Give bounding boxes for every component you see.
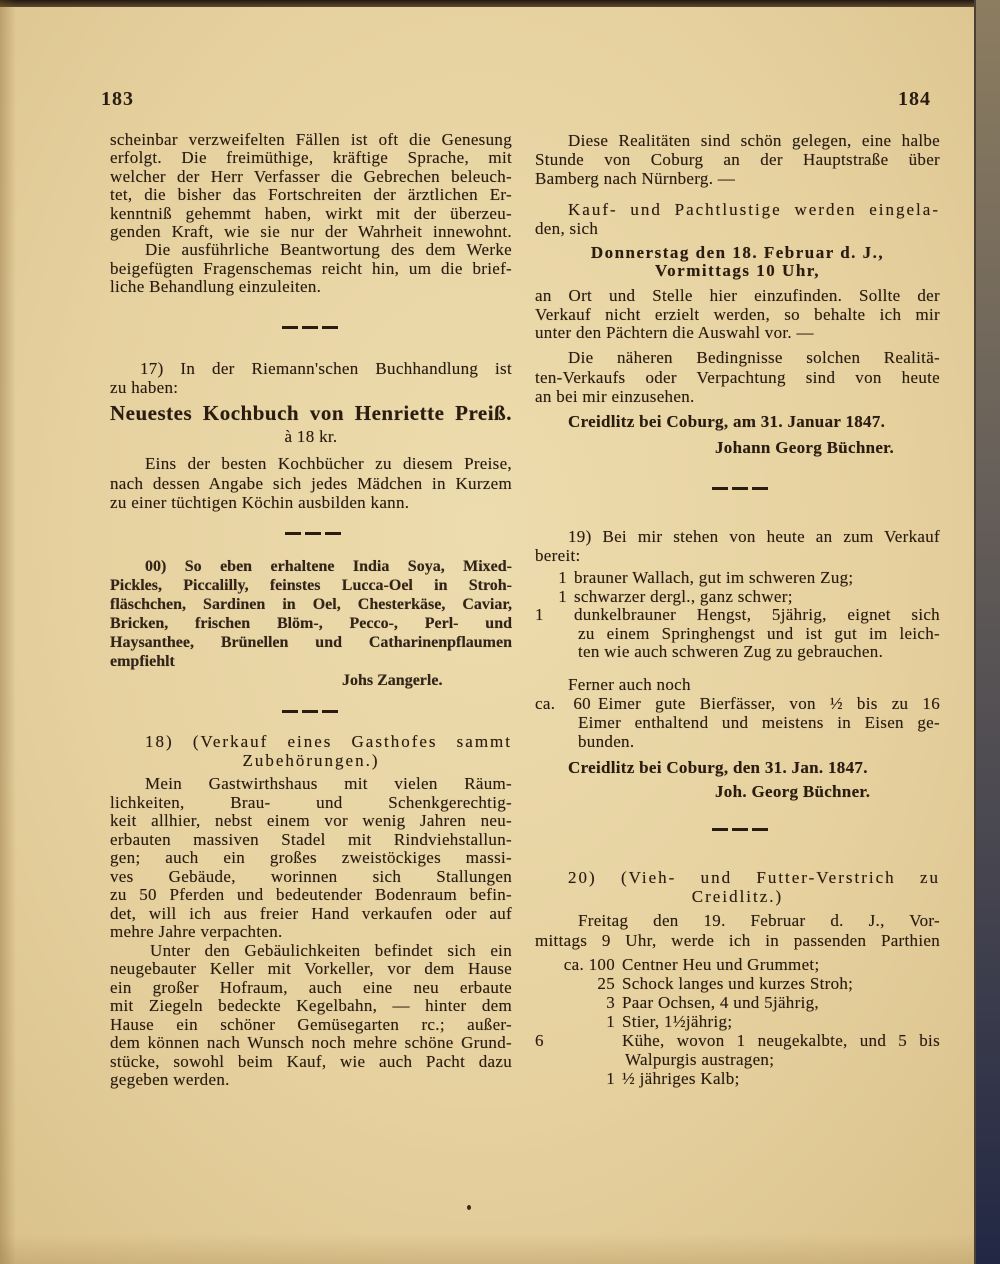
text-line: 00) So eben erhaltene India Soya, Mixed- (145, 558, 512, 575)
text-line: genden Kraft, wie sie nur der Wahrheit innewohnt. (110, 222, 512, 241)
ad-19-place-date (535, 758, 940, 777)
text-line: kenntniß gehemmt haben, wirkt mit der überzeu- (110, 204, 512, 223)
signature: Joh. Georg Büchner. (715, 782, 871, 801)
text-line: beigefügten Fragenschemas reicht hin, um die brief- (110, 259, 512, 278)
text-line: 17) In der Riemann'schen Buchhandlung ist (140, 359, 512, 378)
text-line: stücke, sowohl beim Kauf, wie auch Pacht dazu (110, 1052, 512, 1071)
ad-18-signature (535, 438, 940, 458)
text-line: erbauten massiven Stadel mit Rindviehstallun- (110, 830, 512, 849)
list-item (535, 974, 940, 993)
text-line: bereit: (535, 546, 581, 565)
ad-20-heading (535, 868, 940, 906)
text-line: ein großer Hofraum, auch eine neu erbaute (110, 978, 512, 997)
item-quantity: 1 (606, 1069, 615, 1088)
item-quantity: ca. 60 (535, 694, 591, 713)
text-line: Unter den Gebäulichkeiten befindet sich ein (150, 941, 512, 960)
text-line: an Ort und Stelle hier einzufinden. Sollte der (535, 287, 940, 305)
ad-20-item-list (535, 955, 940, 1088)
text-line: 19) Bei mir stehen von heute an zum Verkauf (568, 527, 940, 546)
item-text: brauner Wallach, gut im schweren Zug; (574, 569, 854, 587)
list-item (535, 588, 940, 607)
item-text: Eimer gute Bierfässer, von ½ bis zu 16 (598, 694, 940, 713)
ad-19-barrel-list (535, 694, 940, 751)
list-item (535, 694, 940, 713)
text-line: unter den Pächtern die Auswahl vor. — (535, 324, 814, 342)
item-text: Centner Heu und Grummet; (622, 955, 820, 974)
text-line: an bei mir einzusehen. (535, 387, 695, 406)
ad-19-horse-list (535, 569, 940, 662)
text-line: nach dessen Angabe sich jedes Mädchen in Kurzem (110, 473, 512, 493)
ad-00-body (110, 557, 512, 690)
date-line: Vormittags 10 Uhr, (654, 262, 821, 280)
heading-line: Creidlitz.) (691, 887, 784, 906)
separator-rule (712, 487, 768, 490)
price: à 18 kr. (284, 428, 338, 446)
text-line: mit Ziegeln bedeckte Kegelbahn, — hinter dem (110, 997, 512, 1015)
item-text: ½ jähriges Kalb; (622, 1069, 740, 1088)
separator-rule (712, 828, 768, 831)
text-line: liche Behandlung einzuleiten. (110, 278, 322, 297)
item-quantity: 25 (597, 974, 615, 993)
list-item-continuation (535, 732, 940, 751)
item-text: schwarzer dergl., ganz schwer; (574, 587, 793, 606)
scan-right-edge (974, 0, 1000, 1264)
ad-18-place-date (535, 412, 940, 432)
text-line: fläschchen, Sardinen in Oel, Chesterkäse, Caviar, (110, 596, 512, 613)
text-line: empfiehlt (110, 653, 175, 670)
item-text: ten wie auch schweren Zug zu gebrauchen. (578, 643, 884, 661)
ad-18-sale-terms (535, 287, 940, 343)
text-line: dem können nach Wunsch noch mehre schöne Grund- (110, 1034, 512, 1052)
text-line: Hause ein schöner Gemüsegarten rc.; außer- (110, 1015, 512, 1034)
text-line: Verkauf nicht erzielt werden, so behalte ich mir (535, 305, 940, 324)
text-line: Bricken, frischen Blöm-, Pecco-, Perl- und (110, 615, 512, 632)
ad-18-invitation (535, 200, 940, 238)
item-text: Stier, 1½jährig; (622, 1012, 733, 1031)
item-text: Walpurgis austragen; (625, 1050, 775, 1069)
item-text: Paar Ochsen, 4 und 5jährig, (622, 993, 819, 1012)
ad-19-also (535, 675, 940, 694)
text-line: tet, die bisher das Fortschreiten der ärztlichen Er- (110, 186, 512, 205)
date-line: Donnerstag den 18. Februar d. J., (590, 244, 885, 262)
signature: Johs Zangerle. (342, 672, 443, 689)
text-line: ten-Verkaufs oder Verpachtung sind von heute (535, 367, 940, 387)
text-line: neugebauter Keller mit Vorkeller, vor dem Hause (110, 960, 512, 978)
separator-rule (282, 710, 338, 713)
text-line: Ferner auch noch (568, 675, 691, 694)
item-text: bunden. (578, 732, 635, 751)
text-line: gen; auch ein großes zweistöckiges massi- (110, 849, 512, 867)
text-line: det, will ich aus freier Hand verkaufen oder auf (110, 904, 512, 923)
right-column-number: 184 (898, 88, 931, 110)
item-quantity: 1 (535, 606, 544, 624)
right-column (535, 0, 940, 1264)
list-item (535, 1012, 940, 1031)
ad-17-price (110, 428, 512, 446)
text-line: mehre Jahre verpachten. (110, 923, 283, 941)
item-quantity: 1 (558, 569, 567, 587)
text-line: Stunde von Coburg an der Hauptstraße über (535, 150, 940, 169)
text-line: Haysanthee, Brünellen und Catharinenpflaumen (110, 634, 512, 651)
text-line: welcher der Herr Verfasser die Gebrechen beleuch- (110, 167, 512, 186)
text-line: Pickles, Piccalilly, feinstes Lucca-Oel in Stroh- (110, 577, 512, 594)
text-line: erfolgt. Die freimüthige, kräftige Sprache, mit (110, 149, 512, 168)
list-item (535, 993, 940, 1012)
scan-left-shadow (0, 0, 16, 1264)
text-line: ves Gebäude, worinnen sich Stallungen (110, 867, 512, 886)
text-line: zu einer tüchtigen Köchin ausbilden kann. (110, 493, 410, 512)
ad-19-intro (535, 527, 940, 565)
signature: Johann Georg Büchner. (715, 438, 895, 457)
text-line: gegeben werden. (110, 1071, 230, 1089)
text-line: Diese Realitäten sind schön gelegen, eine halbe (568, 131, 940, 150)
intro-paragraph (110, 131, 512, 297)
text-line: mittags 9 Uhr, werde ich in passenden Parthien (535, 930, 940, 950)
separator-rule (282, 326, 338, 329)
text-line: Die näheren Bedingnisse solchen Realitä- (568, 348, 940, 367)
text-line: Mein Gastwirthshaus mit vielen Räum- (145, 775, 512, 793)
list-item (535, 569, 940, 588)
list-item-continuation (535, 713, 940, 732)
item-quantity: 1 (558, 587, 567, 606)
left-column-number: 183 (101, 88, 134, 110)
list-item (535, 955, 940, 974)
item-text: Schock langes und kurzes Stroh; (622, 974, 854, 993)
list-item (535, 1069, 940, 1088)
list-item-continuation (535, 625, 940, 644)
text-line: lichkeiten, Brau- und Schenkgerechtig- (110, 793, 512, 812)
separator-rule (285, 532, 341, 535)
list-item-continuation (535, 1050, 940, 1069)
ad-17-book-title (110, 399, 512, 427)
ad-18-conditions (535, 348, 940, 407)
text-line: den, sich (535, 219, 599, 238)
ad-18-location-paragraph (535, 131, 940, 188)
place-date: Creidlitz bei Coburg, den 31. Jan. 1847. (568, 758, 868, 777)
item-text: dunkelbrauner Hengst, 5jährig, eignet sich (574, 606, 940, 624)
item-quantity: 3 (606, 993, 615, 1012)
place-date: Creidlitz bei Coburg, am 31. Januar 1847. (568, 412, 886, 431)
ad-19-signature (535, 782, 940, 802)
ad-17-intro (110, 359, 512, 397)
ad-17-body (110, 454, 512, 513)
heading-line: 20) (Vieh- und Futter-Verstrich zu (568, 868, 940, 887)
text-line: Freitag den 19. Februar d. J., Vor- (578, 911, 940, 930)
heading-line: Zubehörungen.) (242, 751, 380, 770)
item-text: Eimer enthaltend und meistens in Eisen ge- (578, 713, 940, 732)
item-text: zu einem Springhengst und ist gut im leich- (578, 624, 940, 643)
item-text: Kühe, wovon 1 neugekalbte, und 5 bis (622, 1031, 940, 1050)
text-line: keit allhier, nebst einem vor wenig Jahren neu- (110, 812, 512, 830)
book-title: Neuestes Kochbuch von Henriette Preiß. (110, 401, 512, 425)
item-quantity: 6 (535, 1031, 544, 1050)
ad-18-heading (110, 733, 512, 770)
list-item (535, 606, 940, 625)
ink-speck (467, 1205, 471, 1210)
ad-18-body (110, 775, 512, 1090)
list-item-continuation (535, 643, 940, 662)
item-quantity: ca. 100 (563, 955, 615, 974)
text-line: scheinbar verzweifelten Fällen ist oft die Genesung (110, 131, 512, 149)
text-line: Bamberg nach Nürnberg. — (535, 169, 736, 188)
text-line: zu 50 Pferden und bedeutender Bodenraum befin- (110, 886, 512, 904)
text-line: Eins der besten Kochbücher zu diesem Preise, (145, 454, 512, 473)
list-item (535, 1031, 940, 1050)
text-line: Die ausführliche Beantwortung des dem Werke (145, 241, 512, 260)
text-line: Kauf- und Pachtlustige werden eingela- (568, 200, 940, 219)
ad-20-body (535, 911, 940, 950)
text-line: zu haben: (110, 378, 179, 397)
ad-18-appointment-date (535, 244, 940, 280)
item-quantity: 1 (606, 1012, 615, 1031)
heading-line: 18) (Verkauf eines Gasthofes sammt (145, 733, 512, 751)
left-column (110, 0, 512, 1264)
